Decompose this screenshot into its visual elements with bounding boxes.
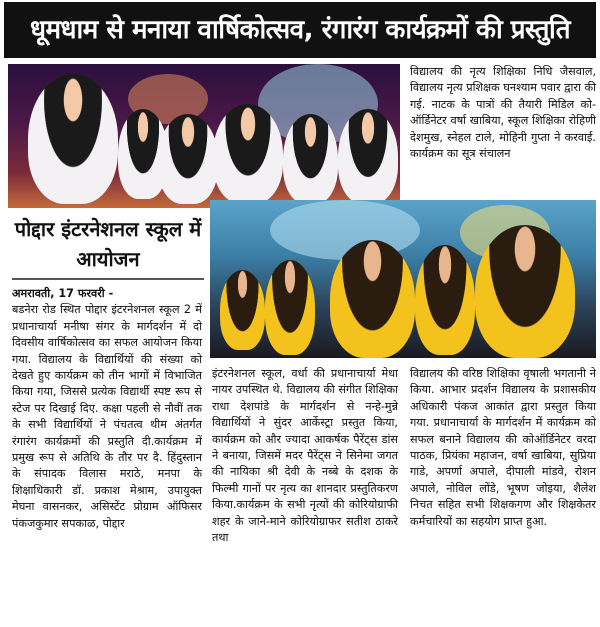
subheadline: पोद्दार इंटरनेशनल स्कूल में आयोजन — [12, 214, 204, 280]
article-column-4 — [410, 366, 596, 530]
article-paragraph-2: इंटरनेशनल स्कूल, वर्धा की प्रधानाचार्या मेधा नायर उपस्थित थे. विद्यालय की संगीत शिक्षिका राधा देशपांडे के मार्गदर्शन से नन्हे-मुन्ने विद्यार्थियों ने सुंदर आर्केस्ट्रा प्रस्तुत किया, कार्यक्रम को और ज्यादा आकर्षक पैरेंट्स डांस ने बनाया, जिसमें मदर पैरेंट्स ने सिनेमा जगत की नायिका श्री देवी के नब्बे के दशक के फिल्मी गानों पर नृत्य का शानदार प्रस्तुतिकरण किया.कार्यक्रम के सभी नृत्यों की कोरियोग्राफी शहर के जाने-माने कोरियोग्राफर सतीश ठाकरे तथा — [212, 367, 398, 545]
dance-photo-yellow-skirts — [210, 200, 596, 358]
article-column-3 — [410, 64, 596, 162]
dance-photo-white-dresses — [8, 64, 400, 208]
article-column-1 — [12, 286, 202, 532]
headline: धूमधाम से मनाया वार्षिकोत्सव, रंगारंग कार्यक्रमों की प्रस्तुति — [4, 2, 596, 58]
article-column-2 — [212, 366, 398, 546]
article-paragraph-3: विद्यालय की नृत्य शिक्षिका निधि जैसवाल, विद्यालय नृत्य प्रशिक्षक घनश्याम पवार द्वारा की गई. नाटक के पात्रों की तैयारी मिडिल को-ऑर्डिनेटर वर्षा खाबिया, स्कूल शिक्षिका रोहिणी देशमुख, स्नेहल टाले, मोहिनी गुप्ता ने करवाई. कार्यक्रम का सूत्र संचालन — [410, 65, 596, 161]
article-paragraph-4: विद्यालय की वरिष्ठ शिक्षिका वृषाली भगतानी ने किया. आभार प्रदर्शन विद्यालय के प्रशासकीय अधिकारी पंकज आकांत द्वारा प्रस्तुत किया गया. प्रधानाचार्या के मार्गदर्शन में कार्यक्रम को सफल बनाने विद्यालय की कोऑर्डिनेटर वरदा पाठक, प्रियंका महाजन, वर्षा खाबिया, सुप्रिया गाडे, अपर्णा अपाले, दीपाली मांडवे, रोशन अपाले, नोविल लोंडे, भूषण जोइया, शैलेश निचत सहित सभी शिक्षकगण और शिक्षकेतर कर्मचारियों का सहयोग प्राप्त हुआ. — [410, 367, 596, 528]
article-paragraph-1: बडनेरा रोड स्थित पोद्दार इंटरनेशनल स्कूल 2 में प्रधानाचार्या मनीषा संगर के मार्गदर्शन में दो दिवसीय वार्षिकोत्सव का सफल आयोजन किया गया. विद्यालय के विद्यार्थियों की संख्या को देखते हुए कार्यक्रम को तीन भागों में विभाजित किया गया, जिससे प्रत्येक विद्यार्थी स्पष्ट रूप से स्टेज पर दिखाई दिए. कक्षा पहली से नौवीं तक के सभी विद्यार्थियों ने पंचतत्व थीम अंतर्गत रंगारंग कार्यक्रमों की प्रस्तुति दी.कार्यक्रम में प्रमुख रूप से अतिथि के तौर पर दै. हिंदुस्तान के संपादक विलास मराठे, मनपा के शिक्षाधिकारी डॉ. प्रकाश मेश्राम, उपायुक्त मेघना वासनकर, असिस्टेंट प्रोग्राम ऑफिसर पंकजकुमार सपकाळ, पोद्दार — [12, 303, 202, 530]
dateline: अमरावती, 17 फरवरी - — [12, 287, 114, 300]
